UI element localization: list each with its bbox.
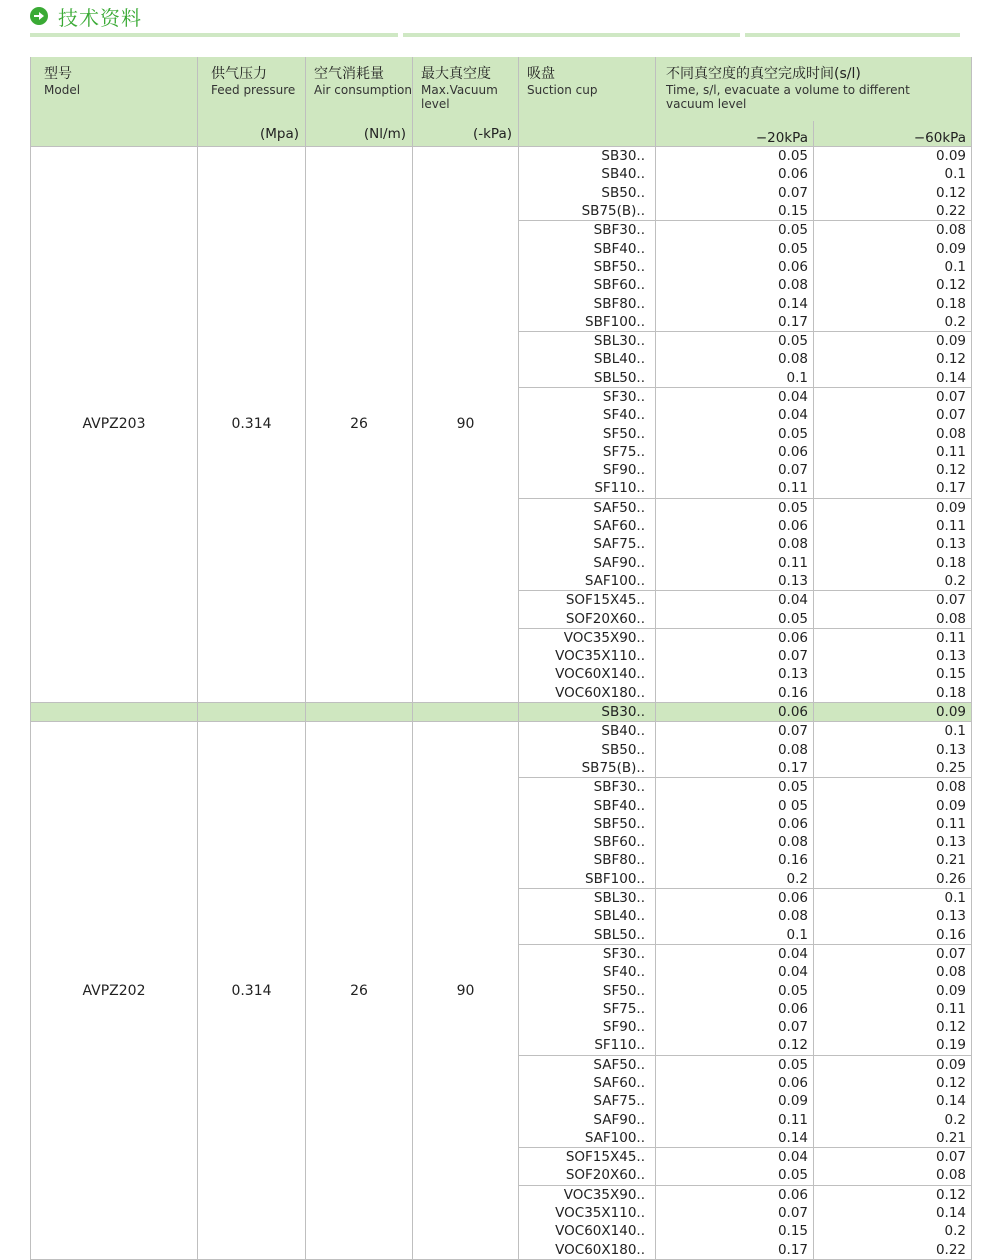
suction-cup-cell: SBF30..	[519, 778, 656, 797]
suction-cup-cell: SF30..	[519, 387, 656, 406]
col-minus-20kpa: −20kPa	[656, 121, 814, 147]
time-20kpa-cell: 0.07	[656, 1204, 814, 1222]
time-20kpa-cell: 0.07	[656, 184, 814, 202]
max-vacuum-cell: 90	[413, 147, 519, 703]
time-20kpa-cell: 0.17	[656, 313, 814, 332]
suction-cup-cell: SB50..	[519, 184, 656, 202]
suction-cup-cell: SOF20X60..	[519, 609, 656, 628]
time-60kpa-cell: 0.08	[814, 221, 972, 240]
time-60kpa-cell: 0.12	[814, 276, 972, 294]
suction-cup-cell: SB75(B)..	[519, 759, 656, 778]
unit-model	[31, 121, 198, 147]
time-60kpa-cell: 0.09	[814, 981, 972, 999]
time-60kpa-cell: 0.07	[814, 406, 972, 424]
time-60kpa-cell: 0.09	[814, 147, 972, 166]
time-20kpa-cell: 0.13	[656, 665, 814, 683]
time-60kpa-cell: 0.26	[814, 870, 972, 889]
time-60kpa-cell: 0.11	[814, 443, 972, 461]
time-60kpa-cell: 0.09	[814, 331, 972, 350]
time-60kpa-cell: 0.13	[814, 833, 972, 851]
suction-cup-cell: VOC35X90..	[519, 628, 656, 647]
unit-cup	[519, 121, 656, 147]
suction-cup-cell: SBL30..	[519, 888, 656, 907]
time-60kpa-cell: 0.12	[814, 1018, 972, 1036]
suction-cup-cell: SBL40..	[519, 350, 656, 368]
time-60kpa-cell: 0.13	[814, 647, 972, 665]
time-20kpa-cell: 0.11	[656, 554, 814, 572]
time-20kpa-cell: 0.04	[656, 963, 814, 981]
suction-cup-cell: VOC35X110..	[519, 647, 656, 665]
time-60kpa-cell: 0.09	[814, 1055, 972, 1074]
suction-cup-cell: SB30..	[519, 702, 656, 721]
time-20kpa-cell: 0.04	[656, 387, 814, 406]
suction-cup-cell: SF110..	[519, 479, 656, 498]
table-header	[31, 57, 972, 147]
time-60kpa-cell: 0.19	[814, 1036, 972, 1055]
col-minus-60kpa: −60kPa	[814, 121, 972, 147]
time-60kpa-cell: 0.12	[814, 461, 972, 479]
header-rule	[745, 33, 960, 37]
time-20kpa-cell: 0.06	[656, 517, 814, 535]
time-20kpa-cell: 0.14	[656, 1129, 814, 1148]
time-20kpa-cell: 0.08	[656, 833, 814, 851]
suction-cup-cell: VOC60X180..	[519, 1241, 656, 1260]
feed-pressure-cell: 0.314	[198, 722, 306, 1260]
time-60kpa-cell: 0.2	[814, 313, 972, 332]
time-20kpa-cell: 0.07	[656, 647, 814, 665]
time-20kpa-cell: 0.05	[656, 221, 814, 240]
header-rule	[30, 33, 398, 37]
time-20kpa-cell: 0.04	[656, 406, 814, 424]
time-60kpa-cell: 0.25	[814, 759, 972, 778]
time-20kpa-cell: 0.05	[656, 778, 814, 797]
suction-cup-cell: SBF30..	[519, 221, 656, 240]
time-60kpa-cell: 0.11	[814, 628, 972, 647]
col-air-consumption: 空气消耗量 Air consumption	[306, 57, 413, 121]
suction-cup-cell: SBF40..	[519, 796, 656, 814]
suction-cup-cell: SBF100..	[519, 870, 656, 889]
table-row	[31, 722, 972, 741]
time-20kpa-cell: 0.15	[656, 1222, 814, 1240]
suction-cup-cell: VOC60X140..	[519, 1222, 656, 1240]
time-20kpa-cell: 0.08	[656, 350, 814, 368]
time-20kpa-cell: 0.06	[656, 815, 814, 833]
col-suction-cup: 吸盘 Suction cup	[519, 57, 656, 121]
time-20kpa-cell: 0.06	[656, 258, 814, 276]
air-consumption-cell: 26	[306, 722, 413, 1260]
time-60kpa-cell: 0.13	[814, 535, 972, 553]
suction-cup-cell: SF50..	[519, 981, 656, 999]
time-20kpa-cell: 0.05	[656, 239, 814, 257]
suction-cup-cell: SB50..	[519, 741, 656, 759]
suction-cup-cell: SAF90..	[519, 554, 656, 572]
time-20kpa-cell: 0.06	[656, 1074, 814, 1092]
time-60kpa-cell: 0.07	[814, 1148, 972, 1167]
unit-vacuum: (-kPa)	[413, 121, 519, 147]
feed-pressure-cell: 0.314	[198, 147, 306, 703]
time-60kpa-cell: 0.07	[814, 591, 972, 610]
suction-cup-cell: SBF50..	[519, 258, 656, 276]
time-60kpa-cell: 0.14	[814, 1204, 972, 1222]
time-60kpa-cell: 0.14	[814, 369, 972, 388]
suction-cup-cell: SBF80..	[519, 294, 656, 312]
time-20kpa-cell: 0.16	[656, 684, 814, 703]
time-20kpa-cell: 0.17	[656, 1241, 814, 1260]
time-20kpa-cell: 0.2	[656, 870, 814, 889]
time-20kpa-cell: 0.16	[656, 851, 814, 869]
time-20kpa-cell: 0 05	[656, 796, 814, 814]
suction-cup-cell: SB40..	[519, 722, 656, 741]
time-20kpa-cell: 0.04	[656, 1148, 814, 1167]
time-20kpa-cell: 0.13	[656, 572, 814, 591]
time-20kpa-cell: 0.08	[656, 276, 814, 294]
suction-cup-cell: SAF100..	[519, 1129, 656, 1148]
suction-cup-cell: SOF15X45..	[519, 591, 656, 610]
time-20kpa-cell: 0.05	[656, 498, 814, 517]
time-20kpa-cell: 0.07	[656, 461, 814, 479]
suction-cup-cell: SF110..	[519, 1036, 656, 1055]
time-60kpa-cell: 0.2	[814, 1222, 972, 1240]
separator-cell	[306, 702, 413, 721]
time-60kpa-cell: 0.12	[814, 1074, 972, 1092]
time-60kpa-cell: 0.09	[814, 498, 972, 517]
suction-cup-cell: SBL50..	[519, 925, 656, 944]
suction-cup-cell: SBF40..	[519, 239, 656, 257]
suction-cup-cell: SBL30..	[519, 331, 656, 350]
suction-cup-cell: SAF60..	[519, 517, 656, 535]
air-consumption-cell: 26	[306, 147, 413, 703]
suction-cup-cell: SAF90..	[519, 1110, 656, 1128]
time-20kpa-cell: 0.06	[656, 702, 814, 721]
time-20kpa-cell: 0.12	[656, 1036, 814, 1055]
section-title: 技术资料	[58, 5, 142, 30]
separator-cell	[413, 702, 519, 721]
max-vacuum-cell: 90	[413, 722, 519, 1260]
time-20kpa-cell: 0.06	[656, 165, 814, 183]
time-60kpa-cell: 0.2	[814, 1110, 972, 1128]
time-60kpa-cell: 0.13	[814, 907, 972, 925]
time-20kpa-cell: 0.06	[656, 443, 814, 461]
table-row	[31, 147, 972, 166]
suction-cup-cell: SAF50..	[519, 1055, 656, 1074]
suction-cup-cell: SBL40..	[519, 907, 656, 925]
suction-cup-cell: SF40..	[519, 963, 656, 981]
time-60kpa-cell: 0.11	[814, 815, 972, 833]
time-60kpa-cell: 0.07	[814, 387, 972, 406]
time-20kpa-cell: 0.1	[656, 369, 814, 388]
time-60kpa-cell: 0.12	[814, 1185, 972, 1204]
suction-cup-cell: SAF75..	[519, 535, 656, 553]
time-20kpa-cell: 0.11	[656, 479, 814, 498]
spec-table	[30, 57, 972, 1260]
time-60kpa-cell: 0.22	[814, 1241, 972, 1260]
time-60kpa-cell: 0.11	[814, 1000, 972, 1018]
time-20kpa-cell: 0.04	[656, 591, 814, 610]
time-60kpa-cell: 0.1	[814, 888, 972, 907]
time-20kpa-cell: 0.09	[656, 1092, 814, 1110]
suction-cup-cell: SF75..	[519, 443, 656, 461]
time-20kpa-cell: 0.14	[656, 294, 814, 312]
time-60kpa-cell: 0.08	[814, 1166, 972, 1185]
time-20kpa-cell: 0.05	[656, 609, 814, 628]
col-feed-pressure: 供气压力 Feed pressure	[198, 57, 306, 121]
time-20kpa-cell: 0.05	[656, 147, 814, 166]
time-60kpa-cell: 0.08	[814, 963, 972, 981]
time-60kpa-cell: 0.09	[814, 239, 972, 257]
time-60kpa-cell: 0.1	[814, 258, 972, 276]
suction-cup-cell: SB75(B)..	[519, 202, 656, 221]
time-20kpa-cell: 0.04	[656, 944, 814, 963]
time-60kpa-cell: 0.11	[814, 517, 972, 535]
model-cell: AVPZ202	[31, 722, 198, 1260]
time-20kpa-cell: 0.08	[656, 741, 814, 759]
time-60kpa-cell: 0.08	[814, 778, 972, 797]
suction-cup-cell: VOC35X110..	[519, 1204, 656, 1222]
time-20kpa-cell: 0.17	[656, 759, 814, 778]
suction-cup-cell: VOC60X140..	[519, 665, 656, 683]
suction-cup-cell: SB30..	[519, 147, 656, 166]
time-60kpa-cell: 0.09	[814, 702, 972, 721]
time-60kpa-cell: 0.15	[814, 665, 972, 683]
time-60kpa-cell: 0.08	[814, 424, 972, 442]
suction-cup-cell: SAF100..	[519, 572, 656, 591]
unit-air: (Nl/m)	[306, 121, 413, 147]
time-60kpa-cell: 0.07	[814, 944, 972, 963]
time-20kpa-cell: 0.06	[656, 1000, 814, 1018]
time-20kpa-cell: 0.07	[656, 1018, 814, 1036]
header-rule	[403, 33, 740, 37]
arrow-circle-icon	[30, 7, 48, 25]
suction-cup-cell: SOF20X60..	[519, 1166, 656, 1185]
time-60kpa-cell: 0.12	[814, 184, 972, 202]
time-60kpa-cell: 0.1	[814, 722, 972, 741]
suction-cup-cell: SAF75..	[519, 1092, 656, 1110]
time-60kpa-cell: 0.08	[814, 609, 972, 628]
time-20kpa-cell: 0.15	[656, 202, 814, 221]
time-60kpa-cell: 0.18	[814, 294, 972, 312]
time-60kpa-cell: 0.13	[814, 741, 972, 759]
time-60kpa-cell: 0.21	[814, 851, 972, 869]
time-60kpa-cell: 0.18	[814, 684, 972, 703]
time-60kpa-cell: 0.17	[814, 479, 972, 498]
suction-cup-cell: SF90..	[519, 1018, 656, 1036]
time-60kpa-cell: 0.09	[814, 796, 972, 814]
time-20kpa-cell: 0.08	[656, 907, 814, 925]
time-20kpa-cell: 0.07	[656, 722, 814, 741]
suction-cup-cell: SBF50..	[519, 815, 656, 833]
time-60kpa-cell: 0.14	[814, 1092, 972, 1110]
time-20kpa-cell: 0.06	[656, 628, 814, 647]
group-separator-row	[31, 702, 972, 721]
model-cell: AVPZ203	[31, 147, 198, 703]
col-evacuation-time: 不同真空度的真空完成时间(s/l) Time, s/l, evacuate a volume to different vacuum level	[656, 57, 972, 121]
time-20kpa-cell: 0.1	[656, 925, 814, 944]
table-body	[31, 147, 972, 1260]
suction-cup-cell: SB40..	[519, 165, 656, 183]
time-20kpa-cell: 0.05	[656, 331, 814, 350]
time-20kpa-cell: 0.06	[656, 888, 814, 907]
time-20kpa-cell: 0.05	[656, 981, 814, 999]
time-60kpa-cell: 0.21	[814, 1129, 972, 1148]
time-60kpa-cell: 0.16	[814, 925, 972, 944]
suction-cup-cell: SF90..	[519, 461, 656, 479]
suction-cup-cell: SAF60..	[519, 1074, 656, 1092]
time-20kpa-cell: 0.08	[656, 535, 814, 553]
suction-cup-cell: SBF60..	[519, 276, 656, 294]
suction-cup-cell: SBF60..	[519, 833, 656, 851]
unit-feed: (Mpa)	[198, 121, 306, 147]
suction-cup-cell: SBL50..	[519, 369, 656, 388]
suction-cup-cell: SF50..	[519, 424, 656, 442]
suction-cup-cell: SBF100..	[519, 313, 656, 332]
time-20kpa-cell: 0.11	[656, 1110, 814, 1128]
time-60kpa-cell: 0.22	[814, 202, 972, 221]
time-60kpa-cell: 0.12	[814, 350, 972, 368]
suction-cup-cell: SAF50..	[519, 498, 656, 517]
time-20kpa-cell: 0.05	[656, 1166, 814, 1185]
separator-cell	[198, 702, 306, 721]
time-60kpa-cell: 0.1	[814, 165, 972, 183]
suction-cup-cell: SBF80..	[519, 851, 656, 869]
time-20kpa-cell: 0.05	[656, 424, 814, 442]
col-model: 型号 Model	[31, 57, 198, 121]
suction-cup-cell: SF40..	[519, 406, 656, 424]
col-max-vacuum: 最大真空度 Max.Vacuum level	[413, 57, 519, 121]
time-20kpa-cell: 0.05	[656, 1055, 814, 1074]
separator-cell	[31, 702, 198, 721]
suction-cup-cell: VOC60X180..	[519, 684, 656, 703]
suction-cup-cell: VOC35X90..	[519, 1185, 656, 1204]
suction-cup-cell: SF30..	[519, 944, 656, 963]
time-60kpa-cell: 0.18	[814, 554, 972, 572]
section-header	[30, 3, 142, 29]
suction-cup-cell: SF75..	[519, 1000, 656, 1018]
suction-cup-cell: SOF15X45..	[519, 1148, 656, 1167]
time-20kpa-cell: 0.06	[656, 1185, 814, 1204]
time-60kpa-cell: 0.2	[814, 572, 972, 591]
